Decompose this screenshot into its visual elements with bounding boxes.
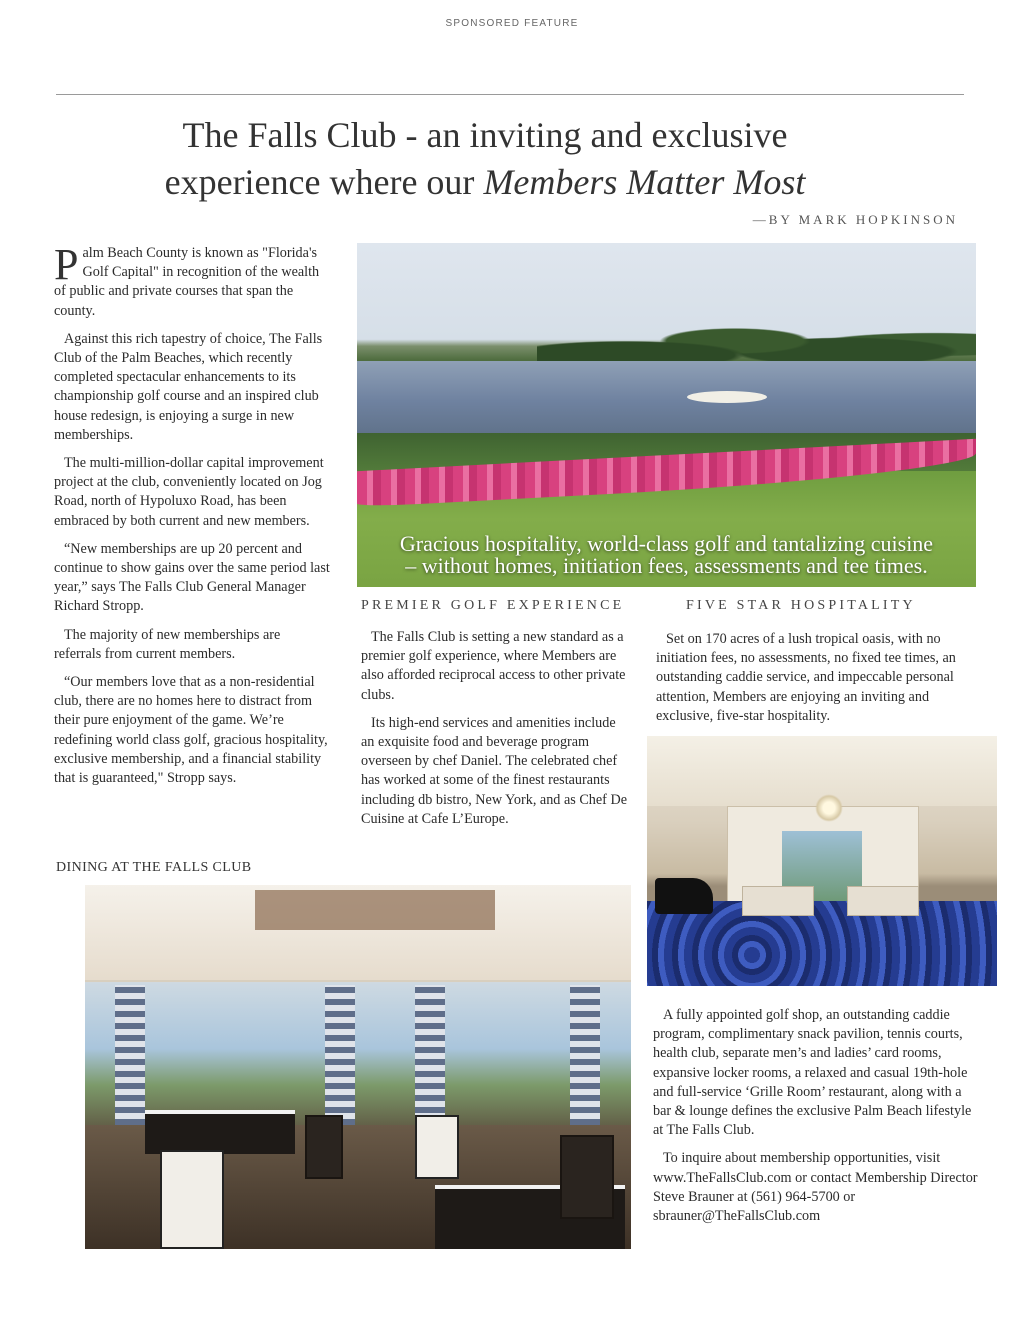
left-column (54, 240, 330, 797)
paragraph-premier-golf: The Falls Club is setting a new standard as a premier golf experience, where Members are also afforded reciprocal access to other private clubs. (361, 629, 626, 703)
dining-chair (560, 1135, 614, 1219)
paragraph-hospitality: Set on 170 acres of a lush tropical oasis, with no initiation fees, no assessments, no fixed tee times, an outstanding caddie service, and impeccable personal attention, Members are enjoying an inviting and exclusive, five-star hospitality. (656, 631, 956, 724)
golf-photo-caption (357, 533, 976, 577)
lounge-photo (647, 736, 997, 986)
paragraph-capital-project: The multi-million-dollar capital improvement project at the club, conveniently located on Jog Road, north of Hypoluxo Road, has been embraced by both current and new members. (54, 455, 324, 529)
header-rule (56, 94, 964, 95)
middle-column (361, 628, 627, 838)
five-star-heading: FIVE STAR HOSPITALITY (686, 598, 916, 613)
intro-text: alm Beach County is known as "Florida's Golf Capital" in recognition of the wealth of public and private courses that span the county. (54, 245, 320, 319)
right-column-bottom (653, 1006, 983, 1235)
headline-line-2-italic: Members Matter Most (483, 162, 806, 202)
right-column-top (656, 630, 976, 735)
paragraph-tapestry: Against this rich tapestry of choice, The Falls Club of the Palm Beaches, which recently completed spectacular enhancements to its championship golf course and an inspired club house redesign, is enjoying a surge in new memberships. (54, 330, 323, 443)
lake (357, 361, 976, 441)
paragraph-contact: To inquire about membership opportunities, visit www.TheFallsClub.com or contact Membership Director Steve Brauner at (561) 964-5700 or sbrauner@TheFallsClub.com (653, 1150, 978, 1225)
dining-chair (160, 1150, 224, 1249)
dining-room-photo (85, 885, 631, 1249)
grand-piano (655, 878, 713, 914)
caption-line-2: – without homes, initiation fees, assessments and tee times. (405, 553, 928, 578)
sofa-right (847, 886, 919, 916)
headline-line-2 (60, 159, 910, 206)
sand-bunker (687, 391, 767, 403)
paragraph-food-beverage: Its high-end services and amenities include an exquisite food and beverage program overseen by chef Daniel. The celebrated chef has worked at some of the finest restaurants including db bistro, New York, and as Chef De Cuisine at Cafe L’Europe. (361, 714, 627, 827)
byline: —BY MARK HOPKINSON (752, 212, 958, 227)
dining-chair (305, 1115, 343, 1179)
headline-line-1: The Falls Club - an inviting and exclusive (182, 115, 788, 155)
curtain (115, 985, 145, 1125)
dining-chair (415, 1115, 459, 1179)
curtain (325, 985, 355, 1125)
dining-table (145, 1110, 295, 1154)
paragraph-stropp-quote: “Our members love that as a non-residential club, there are no homes here to distract from their pure enjoyment of the game. We’re redefining world class golf, gracious hospitality, exclusive membership, and a financial stability that is guaranteed," Stropp says. (54, 674, 328, 787)
sofa-left (742, 886, 814, 916)
paragraph-referrals: The majority of new memberships are referrals from current members. (54, 626, 281, 662)
dining-heading: DINING AT THE FALLS CLUB (56, 860, 252, 875)
sponsored-label: SPONSORED FEATURE (445, 18, 579, 29)
paragraph-amenities: A fully appointed golf shop, an outstanding caddie program, complimentary snack pavilion, tennis courts, health club, separate men’s and ladies’ card rooms, expansive locker rooms, a relaxed and casual 19th-hole and full-service ‘Grille Room’ restaurant, along with a bar & lounge defines the exclusive Palm Beach lifestyle at The Falls Club. (653, 1007, 972, 1139)
drop-cap: P (54, 240, 79, 289)
headline-line-2-plain: experience where our (164, 162, 484, 202)
golf-course-photo (357, 243, 976, 587)
ceiling-coffer (255, 890, 495, 930)
paragraph-new-memberships: “New memberships are up 20 percent and continue to show gains over the same period last year,” says The Falls Club General Manager Richard Stropp. (54, 540, 330, 615)
chandelier (815, 794, 843, 822)
premier-golf-heading: PREMIER GOLF EXPERIENCE (361, 598, 625, 613)
intro-paragraph (54, 240, 330, 321)
curtain (570, 985, 600, 1125)
headline (60, 112, 910, 206)
caption-line-1: Gracious hospitality, world-class golf and tantalizing cuisine (399, 531, 934, 556)
curtain (415, 985, 445, 1125)
